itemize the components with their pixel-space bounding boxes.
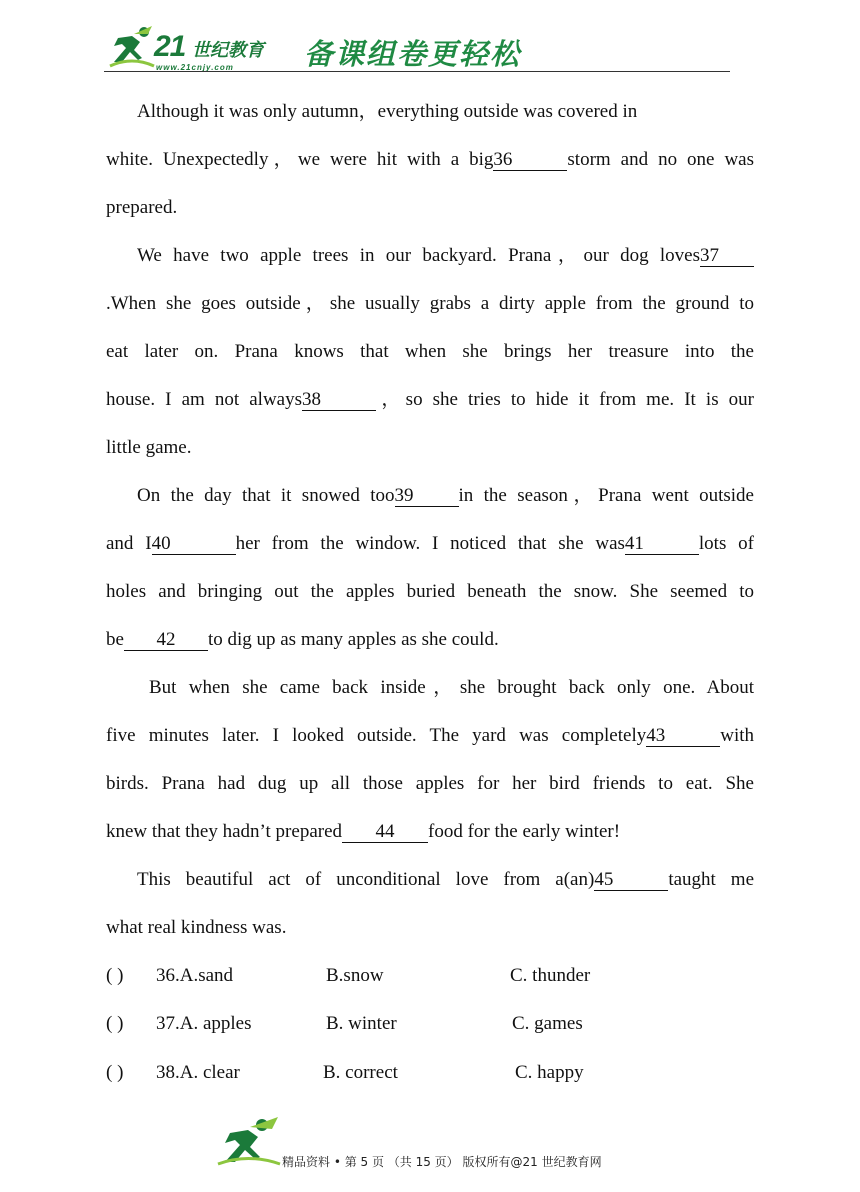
blank-42: 42 bbox=[124, 630, 208, 651]
passage-line: eat later on. Prana knows that when she brings her treasure into the bbox=[106, 341, 754, 362]
brand-number: 21 bbox=[154, 30, 186, 63]
blank-45: 45 bbox=[594, 870, 668, 891]
blank-41: 41 bbox=[625, 534, 699, 555]
blank-37: 37 bbox=[700, 246, 754, 267]
passage-line: We have two apple trees in our backyard. Prana，our dog loves37 bbox=[137, 244, 754, 268]
option-c: C. happy bbox=[515, 1062, 584, 1083]
passage-line: five minutes later. I looked outside. The yard was completely43 with bbox=[106, 725, 754, 746]
passage-line: .When she goes outside，she usually grabs a dirty apple from the ground to bbox=[106, 293, 754, 314]
blank-36: 36 bbox=[493, 150, 567, 171]
brand-name: 世纪教育 bbox=[192, 40, 264, 61]
option-b: B. winter bbox=[326, 1013, 397, 1034]
blank-40: 40 bbox=[152, 534, 236, 555]
option-c: C. thunder bbox=[510, 965, 591, 986]
blank-44: 44 bbox=[342, 822, 428, 843]
passage-line: holes and bringing out the apples buried beneath the snow. She seemed to bbox=[106, 581, 754, 602]
runner-logo-icon bbox=[108, 24, 156, 70]
passage-line: house. I am not always38 ，so she tries to hide it from me. It is our bbox=[106, 389, 755, 410]
passage-line: and I40 her from the window. I noticed that she was41 lots of bbox=[106, 533, 755, 554]
option-a: 36.A.sand bbox=[156, 965, 234, 986]
option-a: 38.A. clear bbox=[156, 1062, 240, 1083]
passage-line: white. Unexpectedly，we were hit with a big36 storm and no one was bbox=[106, 149, 755, 170]
blank-38: 38 bbox=[302, 390, 376, 411]
passage-line: This beautiful act of unconditional love from a(an)45 taught me bbox=[137, 869, 754, 890]
passage-line: prepared. bbox=[106, 197, 178, 218]
brand-url: www.21cnjy.com bbox=[156, 63, 234, 72]
answer-paren: ( ) bbox=[106, 965, 124, 986]
page-header bbox=[104, 22, 730, 74]
passage-line: knew that they hadn’t prepared 44 food for the early winter! bbox=[106, 821, 621, 842]
blank-39: 39 bbox=[395, 486, 459, 507]
answer-paren: ( ) bbox=[106, 1062, 124, 1083]
passage-line: be 42 to dig up as many apples as she could. bbox=[106, 629, 499, 650]
passage-line: little game. bbox=[106, 437, 192, 458]
passage-line: Although it was only autumn，everything outside was covered in bbox=[137, 101, 638, 122]
footer-page-info: 精品资料 • 第 5 页 （共 15 页） 版权所有@21 世纪教育网 bbox=[282, 1155, 602, 1169]
option-b: B.snow bbox=[326, 965, 384, 986]
blank-43: 43 bbox=[646, 726, 720, 747]
runner-logo-icon bbox=[216, 1115, 282, 1167]
passage-line: birds. Prana had dug up all those apples for her bird friends to eat. She bbox=[106, 773, 754, 794]
header-divider bbox=[104, 71, 730, 72]
passage-line: But when she came back inside，she brought back only one. About bbox=[149, 677, 754, 698]
option-c: C. games bbox=[512, 1013, 583, 1034]
answer-paren: ( ) bbox=[106, 1013, 124, 1034]
option-b: B. correct bbox=[323, 1062, 398, 1083]
passage-line: On the day that it snowed too39 in the season，Prana went outside bbox=[137, 485, 754, 506]
passage-line: what real kindness was. bbox=[106, 917, 287, 938]
option-a: 37.A. apples bbox=[156, 1013, 252, 1034]
header-slogan: 备课组卷更轻松 bbox=[304, 37, 522, 71]
page-footer bbox=[216, 1115, 676, 1171]
